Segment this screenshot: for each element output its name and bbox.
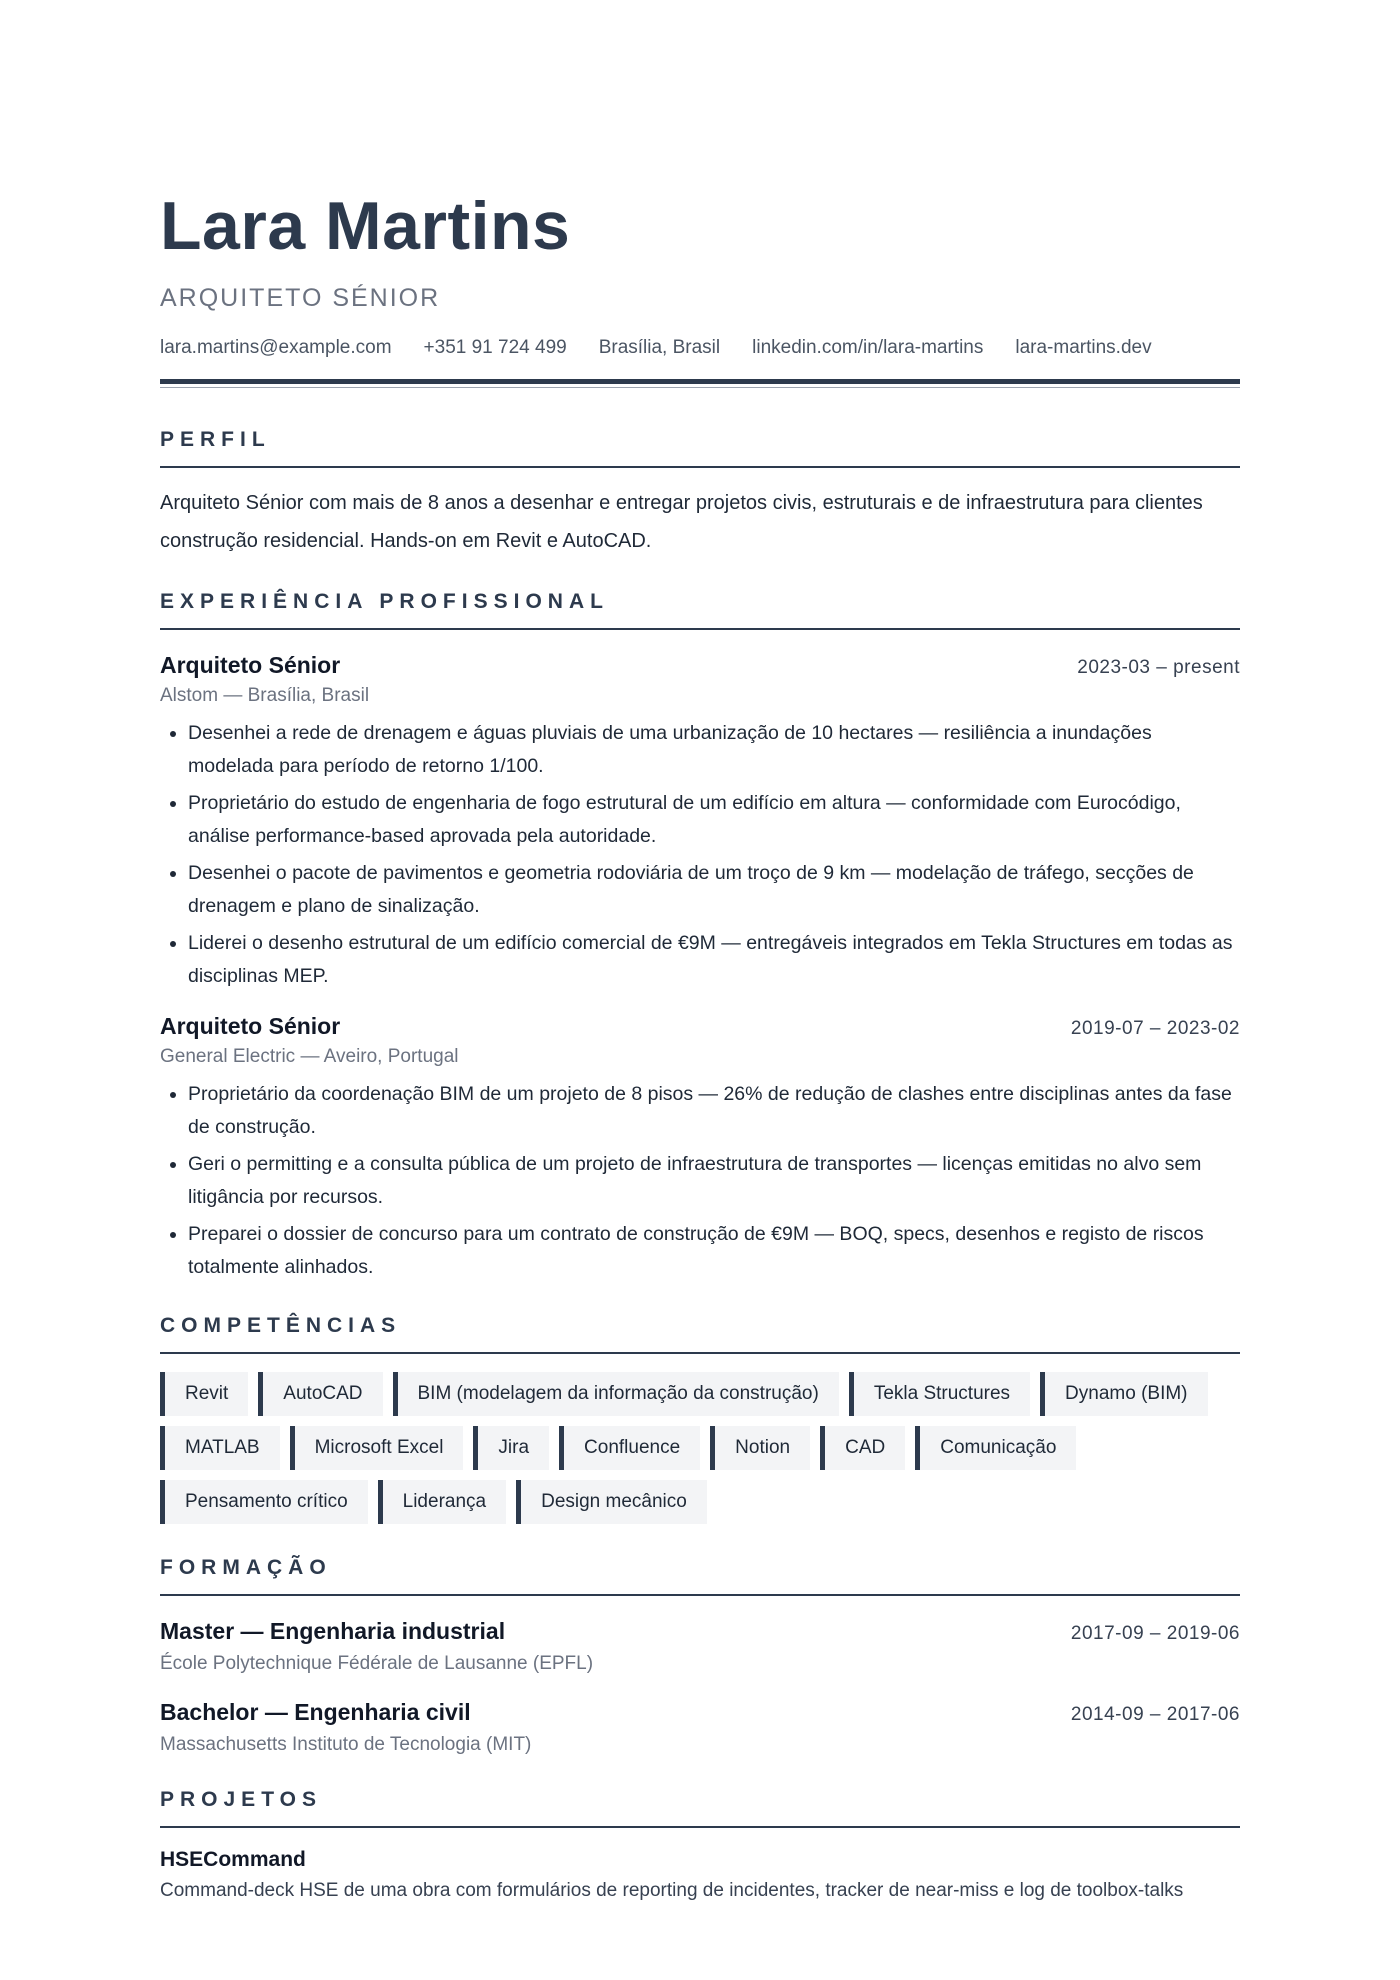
job-company: General Electric — Aveiro, Portugal [160, 1046, 459, 1067]
job-title: Arquiteto Sénior [160, 1013, 341, 1039]
resume-content [160, 180, 1240, 1902]
skill-chip: Notion [710, 1426, 810, 1470]
education-school: Massachusetts Instituto de Tecnologia (MIT) [160, 1734, 532, 1755]
contact-list [160, 337, 1240, 359]
skill-chip: Comunicação [915, 1426, 1076, 1470]
skill-chip: Liderança [378, 1480, 506, 1524]
education-degree: Master — Engenharia industrial [160, 1618, 506, 1644]
candidate-name: Lara Martins [160, 188, 571, 264]
job-bullet: • Proprietário da coordenação BIM de um projeto de 8 pisos — 26% de redução de clashes entre disciplinas antes da fase de construção. [188, 1078, 1240, 1144]
candidate-role: ARQUITETO SÉNIOR [160, 284, 441, 312]
section-title-skills: COMPETÊNCIAS [160, 1314, 1240, 1354]
job-dates: 2023-03 – present [1077, 657, 1240, 678]
skill-chip: Dynamo (BIM) [1040, 1372, 1207, 1416]
skill-chip: Confluence [559, 1426, 700, 1470]
skill-chip: MATLAB [160, 1426, 280, 1470]
contact-location: Brasília, Brasil [598, 337, 721, 358]
job-bullet: • Liderei o desenho estrutural de um edifício comercial de €9M — entregáveis integrados em Tekla Structures em todas as disciplinas MEP. [188, 927, 1240, 993]
section-title-education: FORMAÇÃO [160, 1556, 1240, 1596]
skill-chip: Microsoft Excel [290, 1426, 464, 1470]
contact-email[interactable]: lara.martins@example.com [160, 337, 392, 358]
education-dates: 2017-09 – 2019-06 [1070, 1623, 1240, 1644]
job-bullet: • Proprietário do estudo de engenharia de fogo estrutural de um edifício em altura — conformidade com Eurocódigo, análise performance-based aprovada pela autoridade. [188, 787, 1240, 853]
job-bullets [160, 1078, 1240, 1284]
job-bullet: • Geri o permitting e a consulta pública de um projeto de infraestrutura de transportes — licenças emitidas no alvo sem litigância por recursos. [188, 1148, 1240, 1214]
skill-chip: CAD [820, 1426, 905, 1470]
section-title-projects: PROJETOS [160, 1788, 1240, 1828]
contact-linkedin[interactable]: linkedin.com/in/lara-martins [752, 337, 984, 358]
education-dates: 2014-09 – 2017-06 [1070, 1704, 1240, 1725]
job-bullet: • Desenhei o pacote de pavimentos e geometria rodoviária de um troço de 9 km — modelação de tráfego, secções de drenagem e plano de sinalização. [188, 857, 1240, 923]
job-bullets [160, 717, 1240, 993]
skill-chip: Tekla Structures [849, 1372, 1030, 1416]
project-description: Command-deck HSE de uma obra com formulários de reporting de incidentes, tracker de near-miss e log de toolbox-talks [160, 1880, 1184, 1901]
skills-list [160, 1372, 1240, 1524]
project-name: HSECommand [160, 1848, 306, 1871]
skill-chip: Jira [473, 1426, 549, 1470]
section-title-experience: EXPERIÊNCIA PROFISSIONAL [160, 590, 1240, 630]
project-entry [160, 1848, 1240, 1902]
header-divider [160, 379, 1240, 384]
education-entry [160, 1618, 1240, 1675]
skill-chip: BIM (modelagem da informação da construção) [393, 1372, 839, 1416]
education-entry [160, 1699, 1240, 1756]
contact-phone[interactable]: +351 91 724 499 [423, 337, 567, 358]
profile-summary: Arquiteto Sénior com mais de 8 anos a desenhar e entregar projetos civis, estruturais e de infraestrutura para clientes construção residencial. Hands-on em Revit e AutoCAD. [160, 492, 1203, 552]
skill-chip: Design mecânico [516, 1480, 707, 1524]
job-bullet: • Preparei o dossier de concurso para um contrato de construção de €9M — BOQ, specs, desenhos e registo de riscos totalmente alinhados. [188, 1218, 1240, 1284]
job-bullet: • Desenhei a rede de drenagem e águas pluviais de uma urbanização de 10 hectares — resiliência a inundações modelada para período de retorno 1/100. [188, 717, 1240, 783]
header-divider-thin [160, 387, 1240, 388]
skill-chip: Pensamento crítico [160, 1480, 368, 1524]
job-title: Arquiteto Sénior [160, 652, 341, 678]
job-company: Alstom — Brasília, Brasil [160, 685, 370, 706]
education-degree: Bachelor — Engenharia civil [160, 1699, 471, 1725]
contact-website[interactable]: lara-martins.dev [1015, 337, 1152, 358]
job-entry [160, 652, 1240, 993]
job-entry [160, 1013, 1240, 1284]
section-title-profile: PERFIL [160, 428, 1240, 468]
education-school: École Polytechnique Fédérale de Lausanne (EPFL) [160, 1653, 594, 1674]
skill-chip: Revit [160, 1372, 248, 1416]
job-dates: 2019-07 – 2023-02 [1070, 1018, 1240, 1039]
skill-chip: AutoCAD [258, 1372, 382, 1416]
